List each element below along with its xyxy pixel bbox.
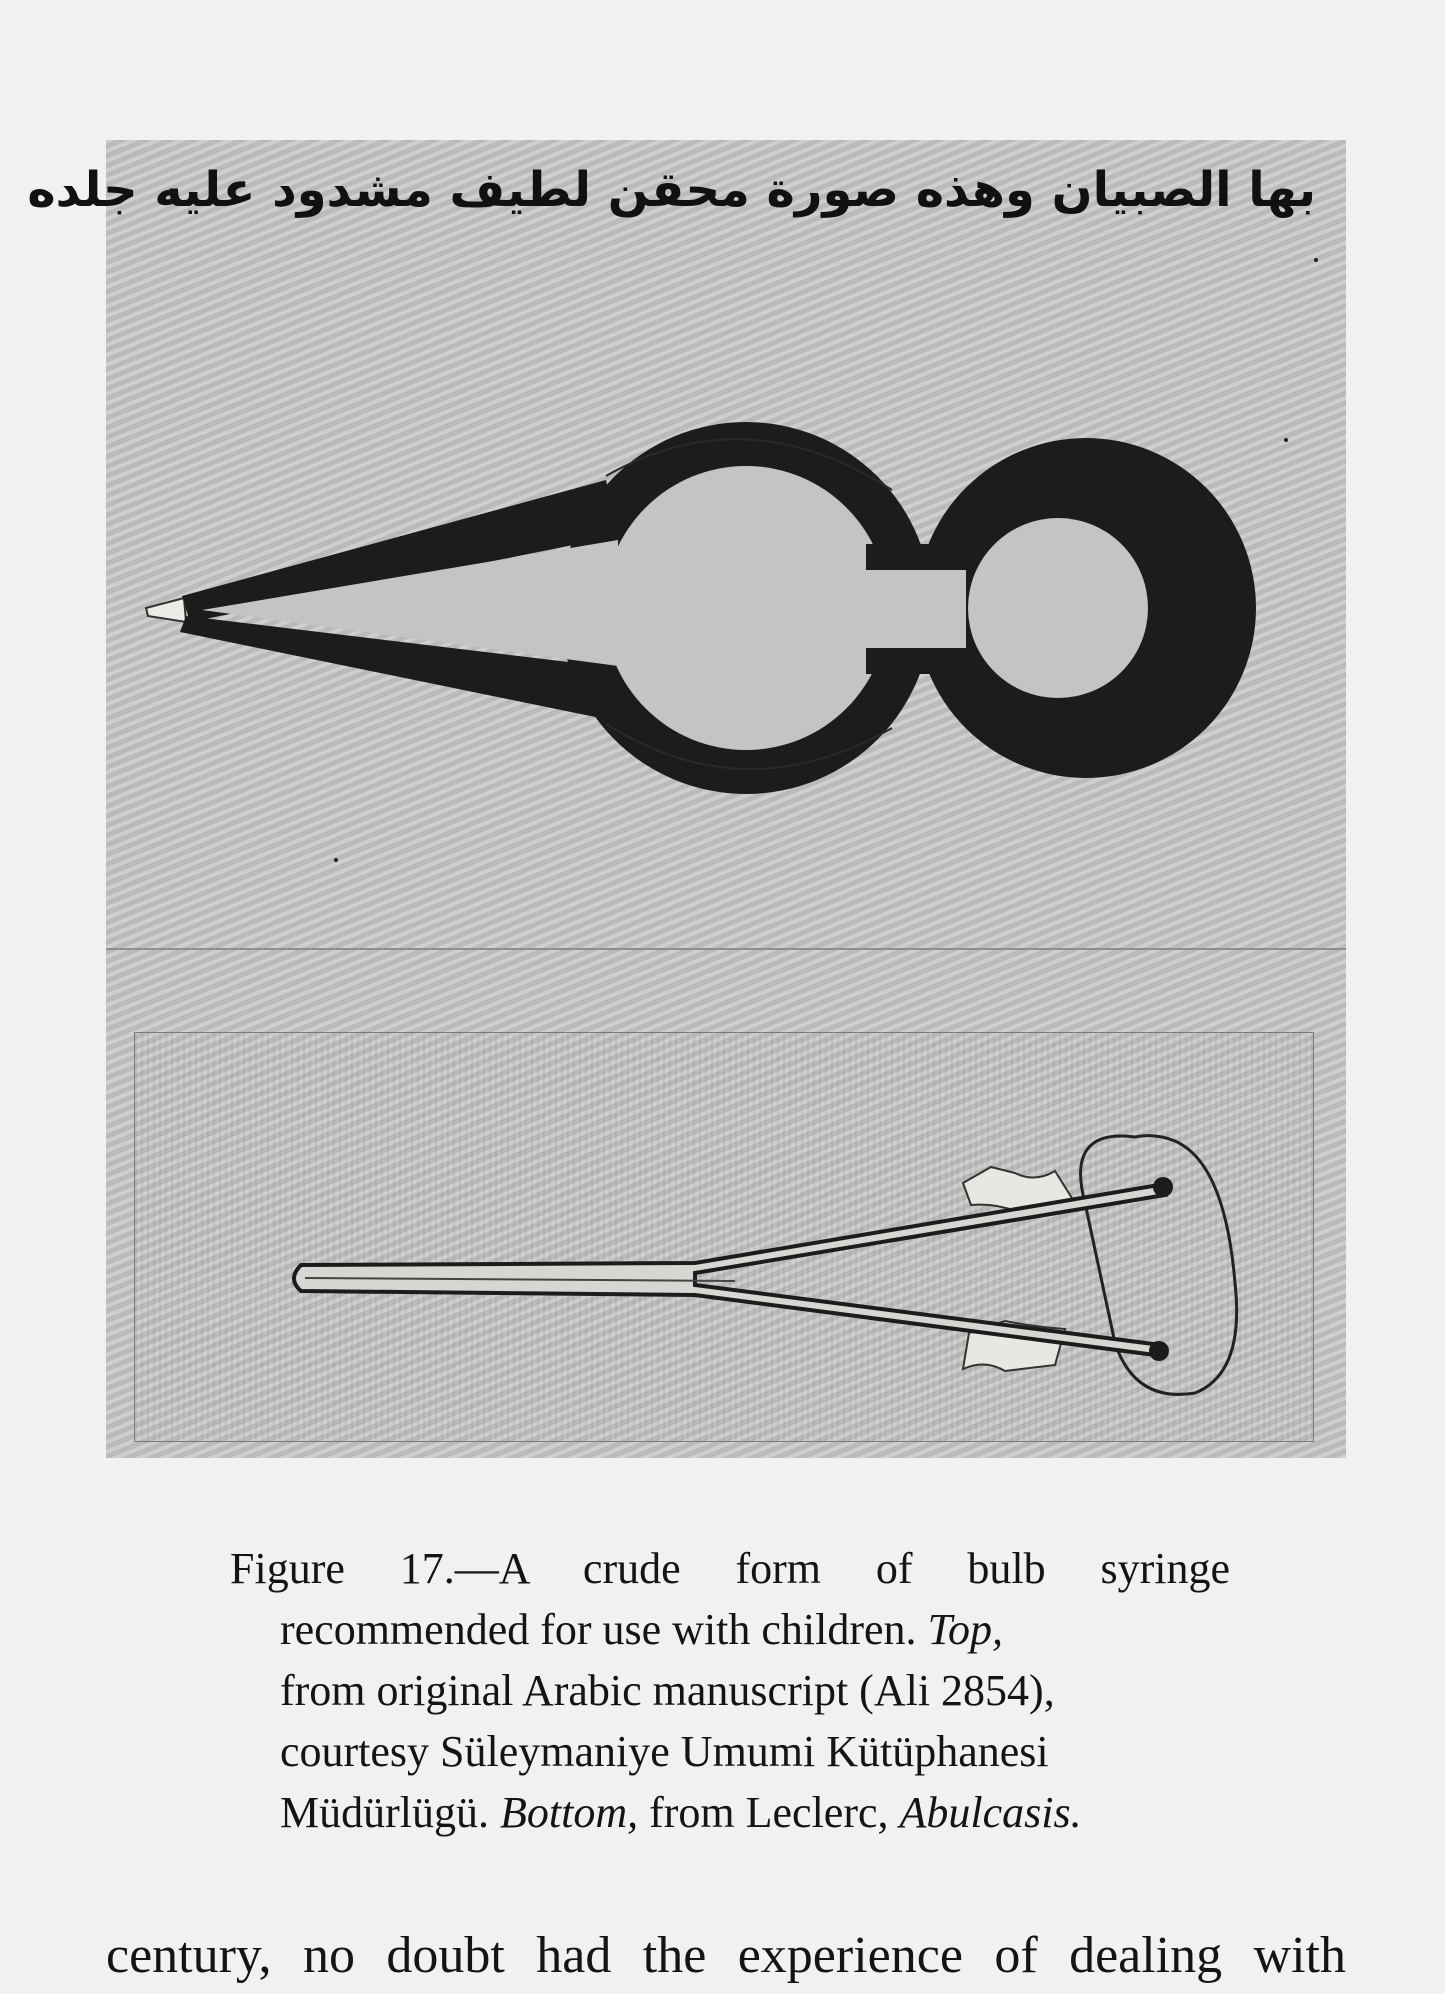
manuscript-panel [27, 140, 1346, 940]
figure-caption [230, 1538, 1230, 1843]
plate-divider [106, 948, 1346, 950]
figure-label: Figure 17. [230, 1544, 455, 1593]
bulb-syringe-leclerc-drawing [135, 1033, 1315, 1443]
arabic-caption: بها الصبيان وهذه صورة محقن لطيف مشدود عليه جلده [27, 162, 1316, 218]
body-paragraph: century, no doubt had the experience of dealing with [106, 1927, 1346, 1984]
leclerc-panel [134, 1032, 1314, 1442]
figure-plate [27, 140, 1346, 1458]
caption-line-5: Müdürlügü. Bottom, from Leclerc, Abulcasis. [280, 1788, 1082, 1837]
caption-line-1: Figure 17.—A crude form of bulb syringe [230, 1544, 1230, 1593]
caption-line-2: recommended for use with children. Top, [280, 1605, 1003, 1654]
bulb-syringe-manuscript-drawing [27, 140, 1346, 940]
caption-line-4: courtesy Süleymaniye Umumi Kütüphanesi [280, 1727, 1049, 1776]
caption-line-3: from original Arabic manuscript (Ali 2854), [280, 1666, 1055, 1715]
